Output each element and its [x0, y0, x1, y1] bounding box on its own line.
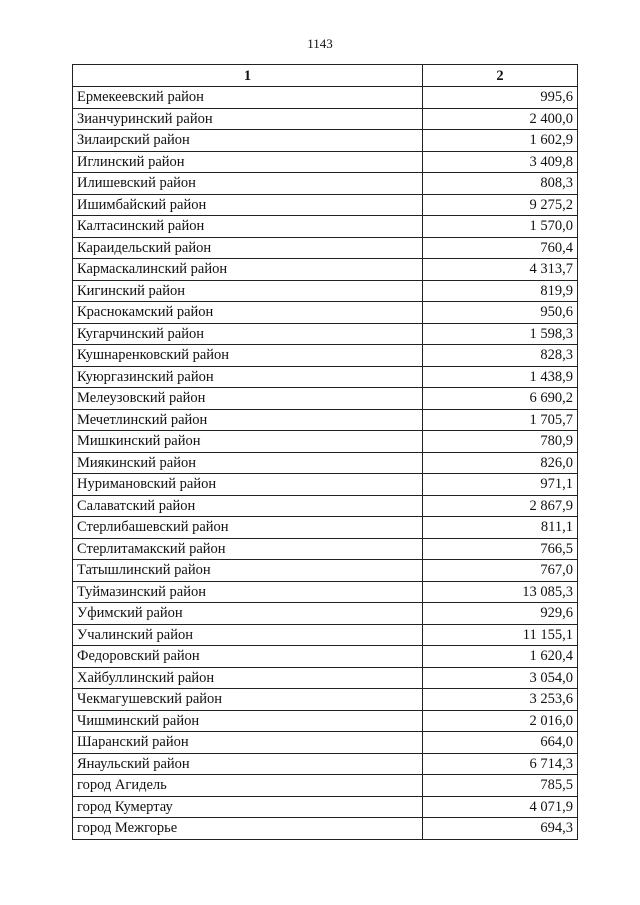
amount-cell: 3 054,0: [423, 667, 578, 689]
table-row: [73, 151, 578, 173]
district-name-cell: Краснокамский район: [73, 302, 423, 324]
table-row: [73, 753, 578, 775]
district-name-cell: Миякинский район: [73, 452, 423, 474]
district-name-cell: город Агидель: [73, 775, 423, 797]
table-row: [73, 87, 578, 109]
amount-cell: 767,0: [423, 560, 578, 582]
table-row: [73, 710, 578, 732]
page-number: 1143: [307, 36, 333, 51]
table-row: [73, 216, 578, 238]
amount-cell: 808,3: [423, 173, 578, 195]
amount-cell: 760,4: [423, 237, 578, 259]
table-header-row: [73, 65, 578, 87]
data-table: [72, 64, 578, 840]
district-name-cell: Стерлибашевский район: [73, 517, 423, 539]
district-name-cell: город Кумертау: [73, 796, 423, 818]
table-row: [73, 409, 578, 431]
table-row: [73, 603, 578, 625]
district-name-cell: Туймазинский район: [73, 581, 423, 603]
district-name-cell: Ишимбайский район: [73, 194, 423, 216]
district-name-cell: Стерлитамакский район: [73, 538, 423, 560]
amount-cell: 1 705,7: [423, 409, 578, 431]
district-name-cell: город Межгорье: [73, 818, 423, 840]
amount-cell: 4 313,7: [423, 259, 578, 281]
district-name-cell: Мечетлинский район: [73, 409, 423, 431]
column-header-1: 1: [73, 65, 423, 87]
amount-cell: 6 714,3: [423, 753, 578, 775]
table-row: [73, 259, 578, 281]
table-row: [73, 796, 578, 818]
table-row: [73, 689, 578, 711]
district-name-cell: Иглинский район: [73, 151, 423, 173]
amount-cell: 3 253,6: [423, 689, 578, 711]
amount-cell: 11 155,1: [423, 624, 578, 646]
table-row: [73, 495, 578, 517]
district-name-cell: Калтасинский район: [73, 216, 423, 238]
district-name-cell: Татышлинский район: [73, 560, 423, 582]
district-name-cell: Кармаскалинский район: [73, 259, 423, 281]
amount-cell: 929,6: [423, 603, 578, 625]
table-row: [73, 667, 578, 689]
table-row: [73, 302, 578, 324]
amount-cell: 826,0: [423, 452, 578, 474]
district-name-cell: Кушнаренковский район: [73, 345, 423, 367]
district-name-cell: Зилаирский район: [73, 130, 423, 152]
amount-cell: 971,1: [423, 474, 578, 496]
table-row: [73, 130, 578, 152]
amount-cell: 828,3: [423, 345, 578, 367]
amount-cell: 766,5: [423, 538, 578, 560]
amount-cell: 1 620,4: [423, 646, 578, 668]
amount-cell: 2 016,0: [423, 710, 578, 732]
table-row: [73, 431, 578, 453]
district-name-cell: Ермекеевский район: [73, 87, 423, 109]
district-name-cell: Илишевский район: [73, 173, 423, 195]
district-name-cell: Салаватский район: [73, 495, 423, 517]
table-row: [73, 732, 578, 754]
table-row: [73, 323, 578, 345]
table-body: [73, 87, 578, 840]
table-row: [73, 388, 578, 410]
table-row: [73, 345, 578, 367]
district-name-cell: Уфимский район: [73, 603, 423, 625]
column-header-2: 2: [423, 65, 578, 87]
amount-cell: 2 400,0: [423, 108, 578, 130]
amount-cell: 950,6: [423, 302, 578, 324]
amount-cell: 3 409,8: [423, 151, 578, 173]
amount-cell: 2 867,9: [423, 495, 578, 517]
amount-cell: 1 570,0: [423, 216, 578, 238]
district-name-cell: Чишминский район: [73, 710, 423, 732]
district-name-cell: Шаранский район: [73, 732, 423, 754]
district-name-cell: Нуримановский район: [73, 474, 423, 496]
district-name-cell: Учалинский район: [73, 624, 423, 646]
district-name-cell: Кугарчинский район: [73, 323, 423, 345]
amount-cell: 819,9: [423, 280, 578, 302]
table-row: [73, 818, 578, 840]
district-name-cell: Караидельский район: [73, 237, 423, 259]
amount-cell: 785,5: [423, 775, 578, 797]
table-row: [73, 560, 578, 582]
amount-cell: 13 085,3: [423, 581, 578, 603]
table-row: [73, 108, 578, 130]
amount-cell: 1 438,9: [423, 366, 578, 388]
amount-cell: 664,0: [423, 732, 578, 754]
table-row: [73, 237, 578, 259]
amount-cell: 995,6: [423, 87, 578, 109]
amount-cell: 6 690,2: [423, 388, 578, 410]
amount-cell: 811,1: [423, 517, 578, 539]
table-row: [73, 538, 578, 560]
amount-cell: 1 602,9: [423, 130, 578, 152]
table-row: [73, 366, 578, 388]
district-name-cell: Чекмагушевский район: [73, 689, 423, 711]
district-name-cell: Зианчуринский район: [73, 108, 423, 130]
table-row: [73, 581, 578, 603]
table-row: [73, 624, 578, 646]
district-name-cell: Хайбуллинский район: [73, 667, 423, 689]
table-row: [73, 775, 578, 797]
district-name-cell: Мелеузовский район: [73, 388, 423, 410]
amount-cell: 4 071,9: [423, 796, 578, 818]
table-row: [73, 280, 578, 302]
district-name-cell: Федоровский район: [73, 646, 423, 668]
table-row: [73, 517, 578, 539]
amount-cell: 1 598,3: [423, 323, 578, 345]
table-row: [73, 474, 578, 496]
table-row: [73, 194, 578, 216]
table-row: [73, 173, 578, 195]
table-row: [73, 452, 578, 474]
district-name-cell: Мишкинский район: [73, 431, 423, 453]
amount-cell: 780,9: [423, 431, 578, 453]
district-name-cell: Куюргазинский район: [73, 366, 423, 388]
amount-cell: 9 275,2: [423, 194, 578, 216]
district-name-cell: Кигинский район: [73, 280, 423, 302]
district-name-cell: Янаульский район: [73, 753, 423, 775]
table-row: [73, 646, 578, 668]
amount-cell: 694,3: [423, 818, 578, 840]
